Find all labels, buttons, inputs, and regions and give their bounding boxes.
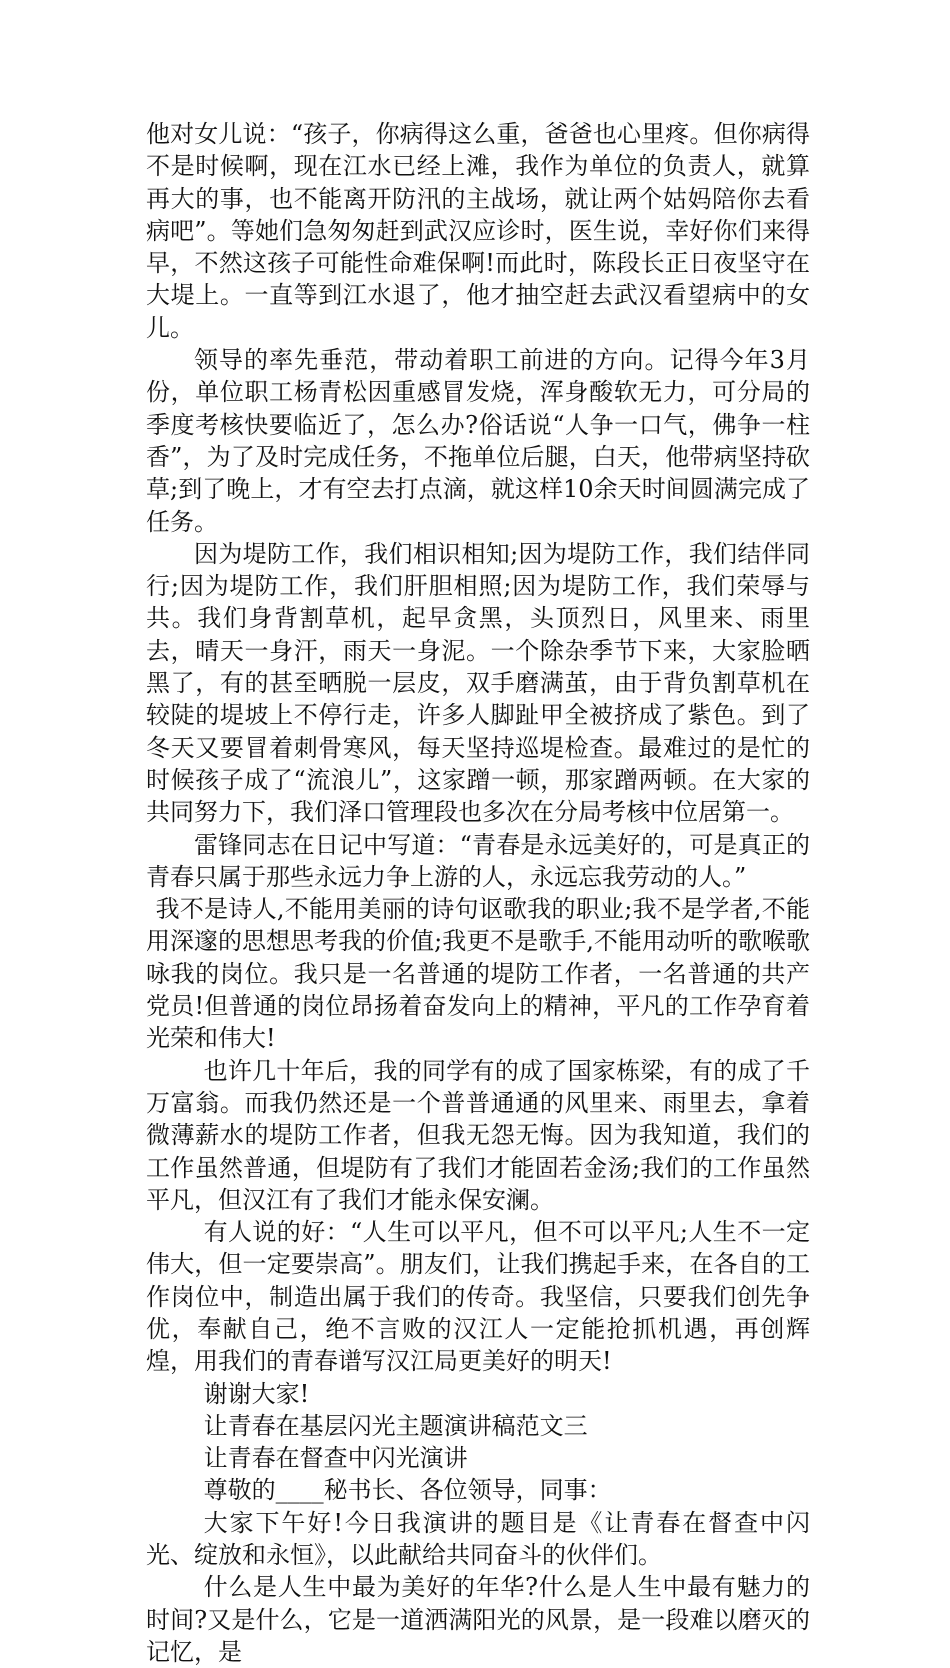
paragraph-daughter-illness: 他对女儿说：“孩子，你病得这么重，爸爸也心里疼。但你病得不是时候啊，现在江水已经上滩，我作为单位的负责人，就算再大的事，也不能离开防汛的主战场，就让两个姑妈陪你去看病吧”。等她们急匆匆赶到武汉应诊时，医生说，幸好你们来得早，不然这孩子可能性命难保啊!而此时，陈段长正日夜坚守在大堤上。一直等到江水退了，他才抽空赶去武汉看望病中的女儿。	[146, 120, 810, 342]
paragraph-salutation: 尊敬的____秘书长、各位领导，同事：	[203, 1476, 612, 1505]
paragraph-best-years: 什么是人生中最为美好的年华?什么是人生中最有魅力的时间?又是什么，它是一道洒满阳光的风景，是一段难以磨灭的记忆，是	[146, 1573, 810, 1666]
paragraph-levee-work: 因为堤防工作，我们相识相知;因为堤防工作，我们结伴同行;因为堤防工作，我们肝胆相照;因为堤防工作，我们荣辱与共。我们身背割草机，起早贪黑，头顶烈日，风里来、雨里去，晴天一身汗，雨天一身泥。一个除杂季节下来，大家脸晒黑了，有的甚至晒脱一层皮，双手磨满茧，由于背负割草机在较陡的堤坡上不停行走，许多人脚趾甲全被挤成了紫色。到了冬天又要冒着刺骨寒风，每天坚持巡堤检查。最难过的是忙的时候孩子成了“流浪儿”，这家蹭一顿，那家蹭两顿。在大家的共同努力下，我们泽口管理段也多次在分局考核中位居第一。	[146, 539, 810, 827]
speech-subtitle: 让青春在督查中闪光演讲	[203, 1444, 468, 1473]
paragraph-lei-feng-quote: 雷锋同志在日记中写道：“青春是永远美好的，可是真正的青春只属于那些永远力争上游的人，永远忘我劳动的人。”	[146, 830, 810, 891]
paragraph-life-ordinary: 有人说的好：“人生可以平凡，但不可以平凡;人生不一定伟大，但一定要崇高”。朋友们，让我们携起手来，在各自的工作岗位中，制造出属于我们的传奇。我坚信，只要我们创先争优，奉献自己，绝不言败的汉江人一定能抢抓机遇，再创辉煌，用我们的青春谱写汉江局更美好的明天!	[146, 1218, 810, 1376]
paragraph-decades-later: 也许几十年后，我的同学有的成了国家栋梁，有的成了千万富翁。而我仍然还是一个普普通通的风里来、雨里去，拿着微薄薪水的堤防工作者，但我无怨无悔。因为我知道，我们的工作虽然普通，但堤防有了我们才能固若金汤;我们的工作虽然平凡，但汉江有了我们才能永保安澜。	[146, 1056, 810, 1214]
paragraph-leadership-example: 领导的率先垂范，带动着职工前进的方向。记得今年3月份，单位职工杨青松因重感冒发烧，浑身酸软无力，可分局的季度考核快要临近了，怎么办?俗话说“人争一口气，佛争一柱香”，为了及时完成任务，不拖单位后腿，白天，他带病坚持砍草;到了晚上，才有空去打点滴，就这样10余天时间圆满完成了任务。	[146, 346, 810, 536]
paragraph-not-a-poet: 我不是诗人,不能用美丽的诗句讴歌我的职业;我不是学者,不能用深邃的思想思考我的价值;我更不是歌手,不能用动听的歌喉歌咏我的岗位。我只是一名普通的堤防工作者，一名普通的共产党员!但普通的岗位昂扬着奋发向上的精神，平凡的工作孕育着光荣和伟大!	[146, 895, 810, 1053]
paragraph-greeting: 大家下午好!今日我演讲的题目是《让青春在督查中闪光、绽放和永恒》，以此献给共同奋斗的伙伴们。	[146, 1508, 810, 1570]
speech-title-three: 让青春在基层闪光主题演讲稿范文三	[203, 1411, 588, 1440]
document-page	[146, 118, 810, 1668]
paragraph-thanks: 谢谢大家!	[203, 1379, 310, 1408]
